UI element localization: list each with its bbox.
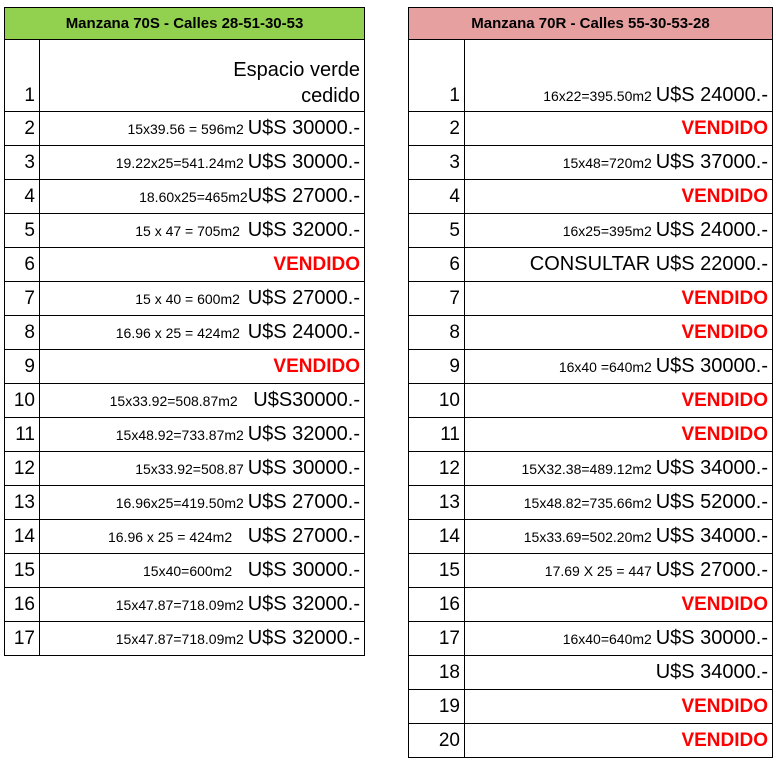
table-row (5, 384, 365, 418)
table-row (5, 418, 365, 452)
lot-number: 5 (409, 214, 465, 248)
lot-price: U$S 27000.- (247, 185, 360, 207)
lot-number: 15 (409, 554, 465, 588)
table-row (5, 180, 365, 214)
lot-dimensions: 15X32.38=489.12m2 (521, 461, 656, 477)
lot-number: 3 (409, 146, 465, 180)
lot-number: 17 (5, 622, 40, 656)
lot-description (465, 622, 773, 656)
sold-status: VENDIDO (465, 316, 773, 350)
sold-status: VENDIDO (40, 350, 365, 384)
lot-description (40, 520, 365, 554)
manzana-70s-table (4, 7, 365, 656)
sold-status: VENDIDO (40, 248, 365, 282)
lot-dimensions: 15x48.82=735.66m2 (523, 495, 656, 511)
table-row (409, 622, 773, 656)
lot-price: U$S 24000.- (247, 321, 360, 343)
lot-price: U$S 32000.- (247, 423, 360, 445)
table-row (5, 112, 365, 146)
lot-description (40, 384, 365, 418)
table-row (5, 214, 365, 248)
lot-description (40, 40, 365, 112)
lot-dimensions: 16x40=640m2 (562, 631, 656, 647)
lot-number: 1 (409, 40, 465, 112)
lot-number: 17 (409, 622, 465, 656)
lot-description (40, 622, 365, 656)
description-line: Espacio verde (233, 59, 360, 81)
lot-description (465, 520, 773, 554)
table-row (409, 486, 773, 520)
lot-number: 9 (5, 350, 40, 384)
lot-price: U$S 27000.- (655, 559, 769, 581)
lot-number: 3 (5, 146, 40, 180)
lot-price: U$S 24000.- (655, 84, 769, 106)
lot-price: U$S 30000.- (655, 355, 769, 377)
lot-number: 10 (409, 384, 465, 418)
lot-number: 7 (5, 282, 40, 316)
lot-price: U$S 27000.- (247, 491, 360, 513)
table-row (5, 282, 365, 316)
sold-status: VENDIDO (465, 724, 773, 758)
lot-number: 5 (5, 214, 40, 248)
lot-number: 11 (5, 418, 40, 452)
table-row (409, 316, 773, 350)
lot-description (465, 40, 773, 112)
lot-dimensions: 15x47.87=718.09m2 (115, 631, 248, 647)
table-row (409, 520, 773, 554)
lot-number: 13 (409, 486, 465, 520)
lot-number: 19 (409, 690, 465, 724)
lot-number: 11 (409, 418, 465, 452)
table-row (409, 146, 773, 180)
table-row (409, 724, 773, 758)
lot-description (40, 554, 365, 588)
lot-dimensions: 16x25=395m2 (562, 223, 656, 239)
lot-price: U$S 30000.- (247, 151, 360, 173)
lot-price: U$S 34000.- (655, 661, 769, 683)
lot-description (40, 418, 365, 452)
lot-description (465, 486, 773, 520)
table-row (409, 350, 773, 384)
lot-price: U$S 37000.- (655, 151, 769, 173)
sold-status: VENDIDO (465, 418, 773, 452)
sold-status: VENDIDO (465, 112, 773, 146)
lot-price: U$S 32000.- (247, 627, 360, 649)
lot-price: U$S30000.- (253, 389, 360, 411)
manzana-70r-table (408, 7, 773, 758)
lot-price: U$S 27000.- (247, 287, 360, 309)
table-row (5, 452, 365, 486)
lot-dimensions: 16.96 x 25 = 424m2 (107, 529, 248, 545)
lot-number: 13 (5, 486, 40, 520)
lot-number: 10 (5, 384, 40, 418)
lot-dimensions: 15x48.92=733.87m2 (115, 427, 248, 443)
table-title: Manzana 70R - Calles 55-30-53-28 (409, 8, 773, 40)
lot-dimensions: 15x48=720m2 (562, 155, 656, 171)
lot-description (40, 146, 365, 180)
lot-number: 2 (5, 112, 40, 146)
table-row (409, 418, 773, 452)
lot-price: U$S 52000.- (655, 491, 769, 513)
table-row (5, 146, 365, 180)
lot-price: U$S 32000.- (247, 219, 360, 241)
sold-status: VENDIDO (465, 282, 773, 316)
sold-status: VENDIDO (465, 384, 773, 418)
lot-description (40, 180, 365, 214)
lot-description (465, 146, 773, 180)
lot-dimensions: 15 x 40 = 600m2 (135, 291, 248, 307)
lot-price: U$S 30000.- (247, 117, 360, 139)
lot-description (465, 214, 773, 248)
lot-description (40, 588, 365, 622)
lot-dimensions: 15x33.92=508.87 (135, 461, 248, 477)
sold-status: VENDIDO (465, 690, 773, 724)
lot-description (40, 112, 365, 146)
table-row (5, 554, 365, 588)
lot-price: U$S 30000.- (247, 559, 360, 581)
lot-number: 1 (5, 40, 40, 112)
lot-number: 16 (5, 588, 40, 622)
table-row (5, 622, 365, 656)
table-row (5, 248, 365, 282)
lot-number: 7 (409, 282, 465, 316)
lot-number: 14 (409, 520, 465, 554)
lot-description (465, 452, 773, 486)
table-row (409, 282, 773, 316)
lot-number: 16 (409, 588, 465, 622)
lot-number: 8 (409, 316, 465, 350)
lot-dimensions: 16x40 =640m2 (558, 359, 656, 375)
lot-dimensions: 15x47.87=718.09m2 (115, 597, 248, 613)
lot-description (465, 350, 773, 384)
lot-description (465, 248, 773, 282)
lot-number: 12 (409, 452, 465, 486)
lot-description (40, 214, 365, 248)
lot-price: U$S 34000.- (655, 457, 769, 479)
lot-dimensions: 15x40=600m2 (143, 563, 248, 579)
lot-description (465, 554, 773, 588)
lot-dimensions: 19.22x25=541.24m2 (115, 155, 248, 171)
lot-dimensions: 16.96 x 25 = 424m2 (115, 325, 248, 341)
lot-price: U$S 30000.- (247, 457, 360, 479)
lot-number: 14 (5, 520, 40, 554)
table-row (409, 452, 773, 486)
lot-dimensions: 17.69 X 25 = 447 (544, 563, 656, 579)
table-row (409, 40, 773, 112)
lot-number: 8 (5, 316, 40, 350)
table-row (409, 690, 773, 724)
lot-description (465, 656, 773, 690)
table-row (409, 588, 773, 622)
sold-status: VENDIDO (465, 180, 773, 214)
table-row (5, 350, 365, 384)
lot-description (40, 486, 365, 520)
lot-price: U$S 32000.- (247, 593, 360, 615)
table-row (5, 520, 365, 554)
lot-dimensions: 18.60x25=465m2 (139, 189, 248, 205)
lot-number: 2 (409, 112, 465, 146)
lot-number: 4 (5, 180, 40, 214)
lot-description (40, 282, 365, 316)
table-row (5, 486, 365, 520)
lot-description (40, 316, 365, 350)
table-row (409, 554, 773, 588)
table-row (409, 384, 773, 418)
lot-dimensions: 15x33.69=502.20m2 (523, 529, 656, 545)
lot-number: 18 (409, 656, 465, 690)
table-row (409, 180, 773, 214)
lot-number: 6 (409, 248, 465, 282)
table-row (5, 588, 365, 622)
lot-dimensions: 16x22=395.50m2 (543, 88, 656, 104)
lot-number: 15 (5, 554, 40, 588)
description-line: cedido (301, 85, 360, 107)
table-row (409, 656, 773, 690)
lot-number: 6 (5, 248, 40, 282)
lot-dimensions: 16.96x25=419.50m2 (115, 495, 248, 511)
table-row (409, 112, 773, 146)
lot-dimensions: 15 x 47 = 705m2 (135, 223, 248, 239)
lot-price: U$S 27000.- (247, 525, 360, 547)
table-row (409, 214, 773, 248)
lot-number: 12 (5, 452, 40, 486)
table-row (5, 40, 365, 112)
lot-price: U$S 34000.- (655, 525, 769, 547)
table-row (5, 316, 365, 350)
lot-price: U$S 30000.- (655, 627, 769, 649)
lot-price: U$S 24000.- (655, 219, 769, 241)
lot-dimensions: 15x39.56 = 596m2 (127, 121, 248, 137)
lot-description (40, 452, 365, 486)
sold-status: VENDIDO (465, 588, 773, 622)
lot-number: 20 (409, 724, 465, 758)
table-row (409, 248, 773, 282)
lot-number: 9 (409, 350, 465, 384)
table-title: Manzana 70S - Calles 28-51-30-53 (5, 8, 365, 40)
lot-dimensions: 15x33.92=508.87m2 (109, 393, 254, 409)
lot-number: 4 (409, 180, 465, 214)
lot-price: CONSULTAR U$S 22000.- (529, 253, 769, 275)
